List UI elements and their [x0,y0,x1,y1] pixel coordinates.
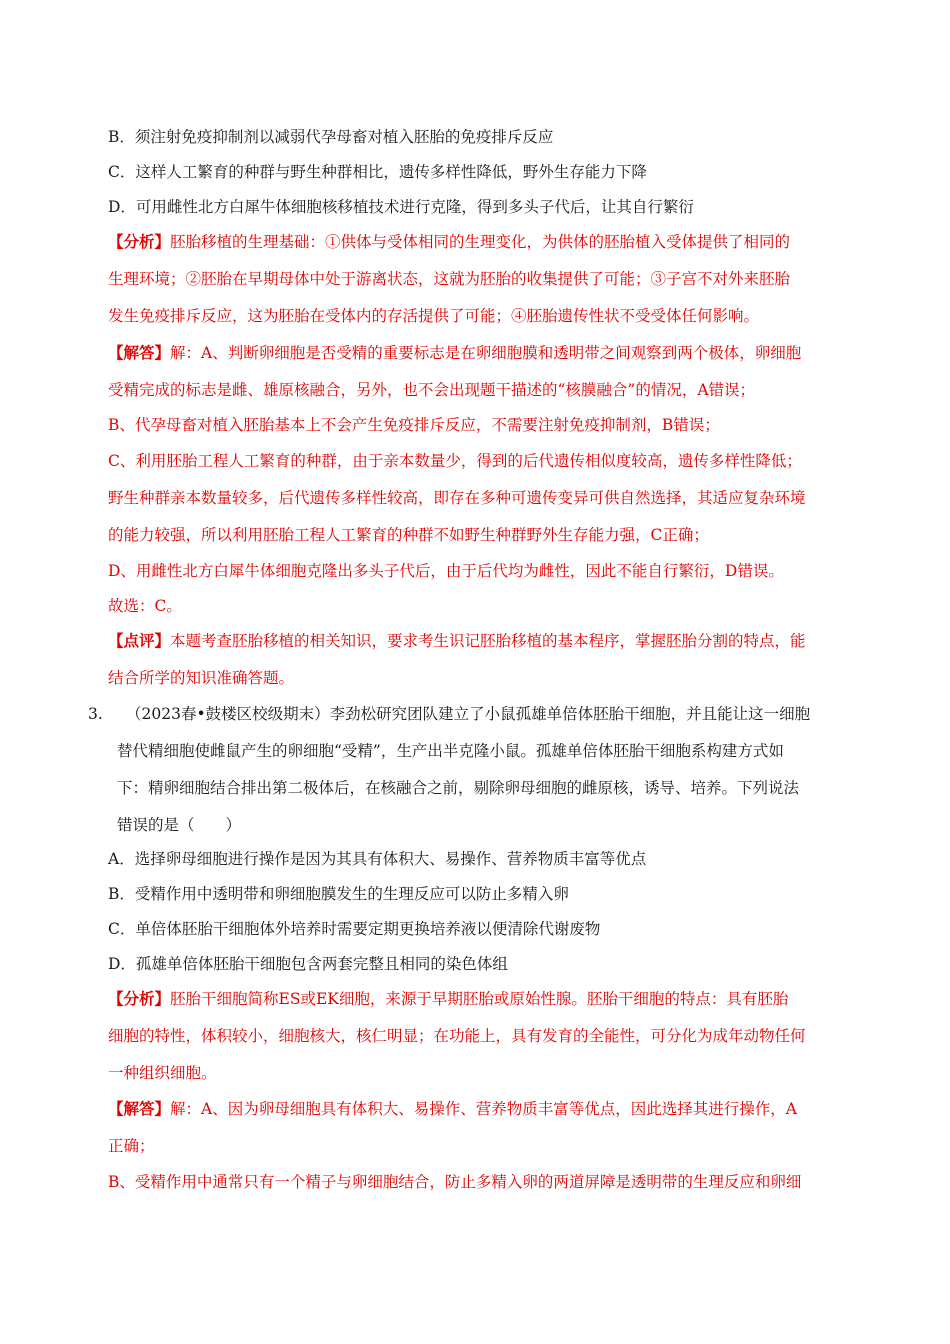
q2-answer-line-2: 受精完成的标志是雌、雄原核融合，另外，也不会出现题干描述的“核膜融合”的情况，A错误； [108,381,756,399]
comment-text: 本题考查胚胎移植的相关知识，要求考生识记胚胎移植的基本程序，掌握胚胎分割的特点，能 [170,632,806,650]
analysis-text: 胚胎干细胞简称ES或EK细胞，来源于早期胚胎或原始性腺。胚胎干细胞的特点：具有胚胎 [170,990,789,1008]
q2-answer-line-4: C、利用胚胎工程人工繁育的种群，由于亲本数量少，得到的后代遗传相似度较高，遗传多样性降低； [108,452,802,470]
q3-analysis-line-1 [108,988,788,1010]
q3-answer-line-2: 正确； [108,1137,155,1155]
q3-answer-line-3: B、受精作用中通常只有一个精子与卵细胞结合，防止多精入卵的两道屏障是透明带的生理反应和卵细 [108,1173,802,1191]
q2-option-c: C．这样人工繁育的种群与野生种群相比，遗传多样性降低，野外生存能力下降 [108,163,647,181]
q3-stem-line-1: （2023春•鼓楼区校级期末）李劲松研究团队建立了小鼠孤雄单倍体胚胎干细胞，并且能让这一细胞 [126,705,811,723]
q3-option-c: C．单倍体胚胎干细胞体外培养时需要定期更换培养液以便清除代谢废物 [108,920,601,938]
q2-answer-line-7: D、用雌性北方白犀牛体细胞克隆出多头子代后，由于后代均为雌性，因此不能自行繁衍，D错误。 [108,562,784,580]
q3-stem-line-3: 下：精卵细胞结合排出第二极体后，在核融合之前，剔除卵母细胞的雌原核，诱导、培养。下列说法 [117,779,800,797]
answer-text: 解：A、判断卵细胞是否受精的重要标志是在卵细胞膜和透明带之间观察到两个极体，卵细胞 [170,344,802,362]
q3-analysis-line-2: 细胞的特性，体积较小，细胞核大，核仁明显；在功能上，具有发育的全能性，可分化为成年动物任何 [108,1027,806,1045]
q3-analysis-line-3: 一种组织细胞。 [108,1064,217,1082]
q2-analysis-line-2: 生理环境；②胚胎在早期母体中处于游离状态，这就为胚胎的收集提供了可能；③子宫不对外来胚胎 [108,270,791,288]
analysis-tag: 【分析】 [108,232,171,251]
analysis-tag: 【分析】 [108,989,171,1008]
q2-analysis-line-1 [108,231,790,253]
answer-tag: 【解答】 [108,1099,171,1118]
q2-analysis-line-3: 发生免疫排斥反应，这为胚胎在受体内的存活提供了可能；④胚胎遗传性状不受受体任何影响。 [108,307,760,325]
q3-answer-line-1 [108,1098,797,1120]
q3-stem-line-2: 替代精细胞使雌鼠产生的卵细胞“受精”，生产出半克隆小鼠。孤雄单倍体胚胎干细胞系构建方式如 [117,742,784,760]
q2-comment-line-2: 结合所学的知识准确答题。 [108,669,295,687]
q3-stem-line-4: 错误的是（ ） [117,816,242,834]
q3-option-a: A．选择卵母细胞进行操作是因为其具有体积大、易操作、营养物质丰富等优点 [108,850,647,868]
q2-answer-line-3: B、代孕母畜对植入胚胎基本上不会产生免疫排斥反应，不需要注射免疫抑制剂，B错误； [108,416,720,434]
q2-answer-line-6: 的能力较强，所以利用胚胎工程人工繁育的种群不如野生种群野外生存能力强，C正确； [108,526,709,544]
q2-option-d: D．可用雌性北方白犀牛体细胞核移植技术进行克隆，得到多头子代后，让其自行繁衍 [108,198,694,216]
q3-number: 3. [88,705,103,723]
q3-option-b: B．受精作用中透明带和卵细胞膜发生的生理反应可以防止多精入卵 [108,885,569,903]
q3-option-d: D．孤雄单倍体胚胎干细胞包含两套完整且相同的染色体组 [108,955,508,973]
answer-tag: 【解答】 [108,343,171,362]
q2-answer-choice: 故选：C。 [108,597,182,615]
analysis-text: 胚胎移植的生理基础：①供体与受体相同的生理变化，为供体的胚胎植入受体提供了相同的 [170,233,791,251]
q2-answer-line-1 [108,342,801,364]
answer-text: 解：A、因为卵母细胞具有体积大、易操作、营养物质丰富等优点，因此选择其进行操作，A [170,1100,797,1118]
q2-answer-line-5: 野生种群亲本数量较多，后代遗传多样性较高，即存在多种可遗传变异可供自然选择，其适应复杂环境 [108,489,806,507]
q2-option-b: B．须注射免疫抑制剂以减弱代孕母畜对植入胚胎的免疫排斥反应 [108,128,554,146]
comment-tag: 【点评】 [108,631,171,650]
q2-comment-line-1 [108,630,806,652]
